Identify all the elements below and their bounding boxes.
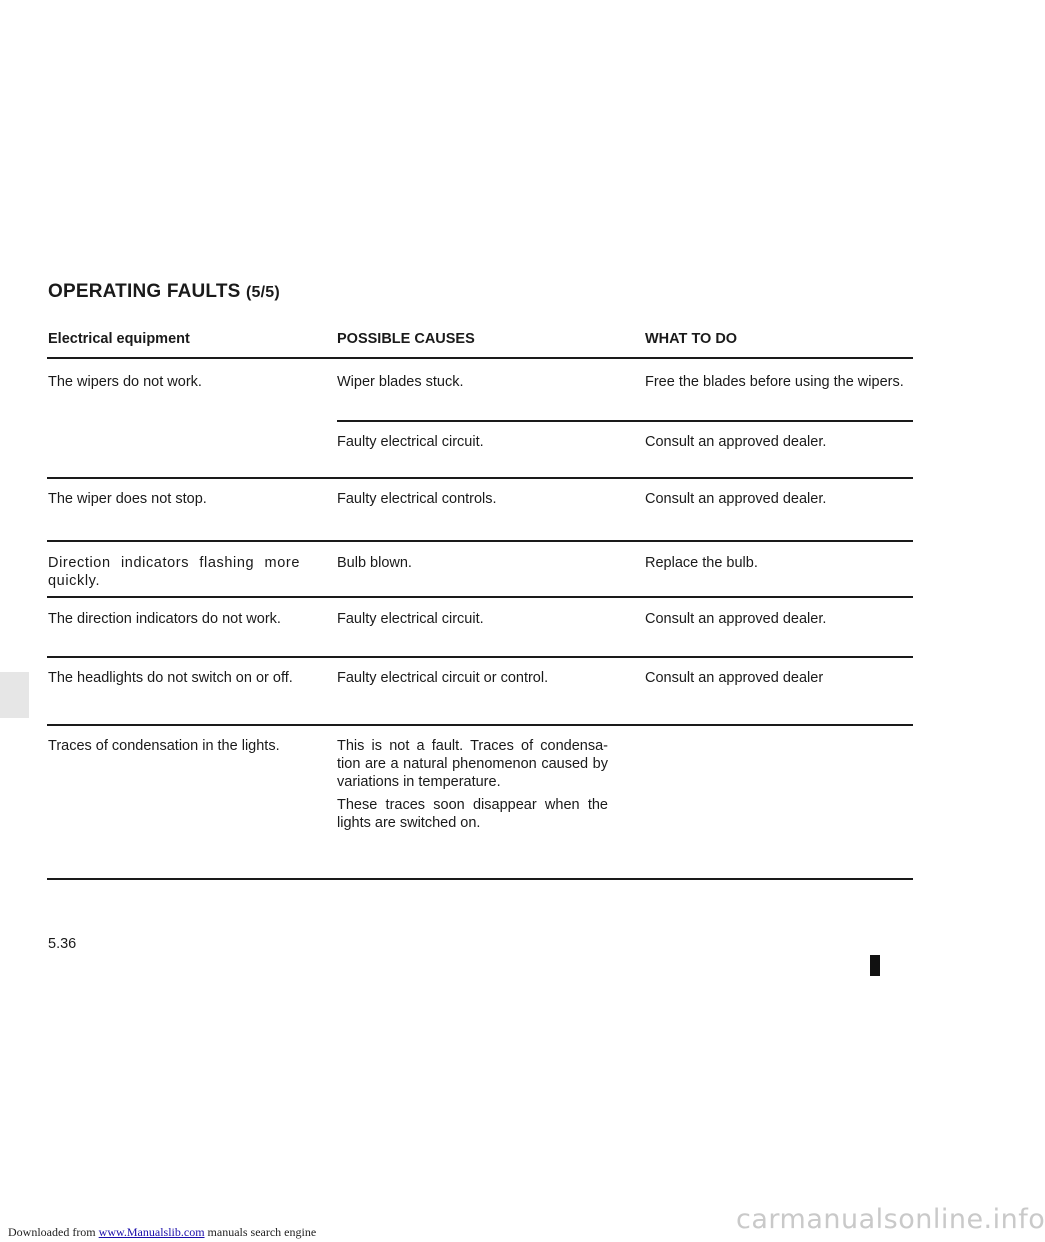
row-action: Replace the bulb. — [645, 555, 758, 571]
row-action: Consult an approved dealer. — [645, 434, 827, 450]
row-cause: Faulty electrical controls. — [337, 491, 497, 507]
row-action: Free the blades before using the wipers. — [645, 374, 904, 390]
page-edge-marker — [870, 955, 880, 976]
row-cause: This is not a fault. Traces of condensa-tion are a natural phenomenon caused by variations in temperature. — [337, 738, 608, 790]
row-cause: Bulb blown. — [337, 555, 412, 571]
row-divider — [47, 477, 913, 479]
row-divider — [47, 724, 913, 726]
row-action: Consult an approved dealer. — [645, 611, 827, 627]
row-item: The wiper does not stop. — [48, 491, 207, 507]
page-title-main: OPERATING FAULTS — [48, 281, 241, 302]
row-cause: Faulty electrical circuit. — [337, 611, 484, 627]
row-divider — [47, 596, 913, 598]
row-action: Consult an approved dealer — [645, 670, 824, 686]
row-item: Traces of condensation in the lights. — [48, 738, 280, 754]
row-cause: Faulty electrical circuit or control. — [337, 670, 549, 686]
column-header-causes: POSSIBLE CAUSES — [337, 331, 475, 347]
row-item: The headlights do not switch on or off. — [48, 670, 293, 686]
row-divider — [337, 420, 913, 422]
row-divider — [47, 540, 913, 542]
table-bottom-rule — [47, 878, 913, 880]
watermark: carmanualsonline.info — [736, 1204, 1045, 1235]
page-title-part: (5/5) — [245, 284, 280, 301]
row-action: Consult an approved dealer. — [645, 491, 827, 507]
footer-prefix: Downloaded from — [8, 1225, 96, 1239]
row-item: Direction indicators flashing more quickly. — [48, 555, 300, 589]
row-cause-note: These traces soon disappear when the lights are switched on. — [337, 797, 608, 831]
download-footer — [8, 1225, 316, 1240]
row-divider — [47, 656, 913, 658]
row-item: The wipers do not work. — [48, 374, 202, 390]
page-number: 5.36 — [48, 936, 77, 952]
header-divider — [47, 357, 913, 359]
row-item: The direction indicators do not work. — [48, 611, 281, 627]
footer-suffix: manuals search engine — [207, 1225, 317, 1239]
column-header-item: Electrical equipment — [48, 331, 190, 347]
page-title — [48, 281, 280, 303]
row-cause: Wiper blades stuck. — [337, 374, 464, 390]
row-cause: Faulty electrical circuit. — [337, 434, 484, 450]
manualslib-link[interactable]: www.Manualslib.com — [98, 1225, 205, 1239]
column-header-action: WHAT TO DO — [645, 331, 738, 347]
section-tab — [0, 672, 29, 718]
